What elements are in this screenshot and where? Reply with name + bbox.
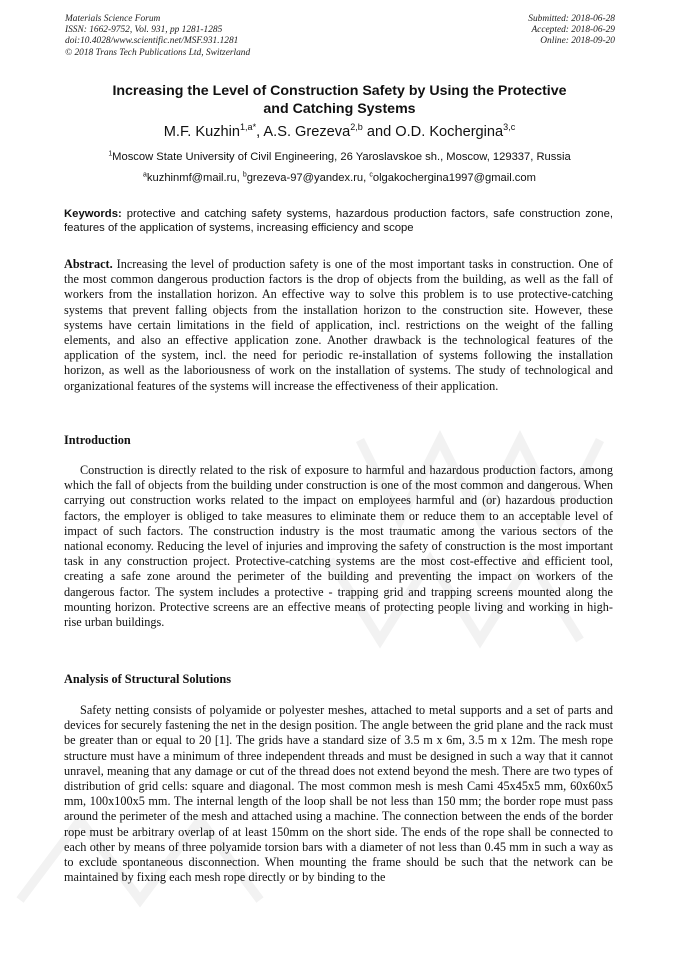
online-date: Online: 2018-09-20 [540,36,615,47]
submitted-date: Submitted: 2018-06-28 [528,14,615,24]
introduction-heading: Introduction [64,433,131,447]
introduction-paragraph: Construction is directly related to the risk of exposure to harmful and hazardous production factors, among which the fall of objects from the building under construction is one of the most common and dangerous. When carrying out construction works related to the impact on employees harmful and (or) hazardous production factors, the employer is obliged to take measures to eliminate them or reduce them to an acceptable level of impact of such factors. The construction industry is the most traumatic among the various sectors of the national economy. Reducing the level of injuries and improving the safety of construction is the most important task in any construction project. Protective-catching systems are the most cost-effective and efficient tool, creating a safe zone around the perimeter of the building and preventing the impact on workers of the dangerous factor. The system includes a protective - trapping grid and trapping screens mounted along the mounting horizon. Protective screens are an effective means of protecting people living and working in high-rise urban buildings. [64,463,613,630]
author-emails [64,171,615,185]
author-name: O.D. Kochergina [395,124,504,140]
accepted-date: Accepted: 2018-06-29 [531,25,615,36]
abstract-text: Increasing the level of production safety is one of the most important tasks in construction. One of the most common dangerous production factors is the drop of objects from the building, as well as the fall of workers from the installation horizon. An effective way to solve this problem is to use protective-catching systems that prevent falling objects from the installation horizon to the construction site. However, these systems have certain limitations in the field of application, incl. restrictions on the weight of the falling elements, and also an effective application zone. Another drawback is the technological features of the application of the system, incl. the need for periodic re-installation of systems following the installation horizon, as well as the laboriousness of work on the installation of systems. The study of technological and organizational features of the systems will increase the effectiveness of their application. [64,257,614,393]
author-name: M.F. Kuzhin [163,124,240,140]
publication-info [65,14,250,59]
author-name: A.S. Grezeva [263,124,351,140]
issn-line: ISSN: 1662-9752, Vol. 931, pp 1281-1285 [65,25,223,36]
author-affiliation-mark: 1,a* [240,122,257,133]
copyright-line: © 2018 Trans Tech Publications Ltd, Switzerland [65,47,251,58]
author-separator: , [256,124,264,140]
email-mark: b [242,171,247,179]
affiliation-mark: 1 [108,150,113,158]
author-affiliation-mark: 2,b [350,122,363,133]
title-line-1: Increasing the Level of Construction Safety by Using the Protective [112,83,567,99]
affiliation-text: Moscow State University of Civil Engineering, 26 Yaroslavskoe sh., Moscow, 129337, Russia [112,151,571,163]
publication-dates [528,14,615,48]
paper-title [64,82,615,118]
email-mark: a [143,171,147,179]
email-mark: c [369,171,373,179]
author-separator: and [362,124,396,140]
journal-name: Materials Science Forum [65,14,161,24]
email-link[interactable]: kuzhinmf@mail.ru [146,172,237,184]
title-line-2: and Catching Systems [263,101,416,117]
email-separator: , [363,172,370,184]
keywords-label: Keywords: [64,208,122,220]
abstract-label: Abstract. [64,257,113,271]
email-separator: , [236,172,243,184]
keywords-block [64,207,613,235]
keywords-text: protective and catching safety systems, hazardous production factors, safe construction zone, features of the application of systems, increasing efficiency and scope [64,208,613,235]
analysis-paragraph: Safety netting consists of polyamide or polyester meshes, attached to metal supports and a set of parts and devices for securely fastening the net in the design position. The angle between the grid plane and the rack must be greater than or equal to 20 [1]. The grids have a standard size of 3.5 m x 6m, 3.5 m x 12m. The mesh rope structure must have a minimum of three independent threads and must be designed in such a way that it cannot unravel, meaning that any damage or cut of the thread does not extend beyond the mesh. There are two types of distribution of grid cells: square and diagonal. The most common mesh is mesh Cami 45x45x5 mm, 60x60x5 mm, 100x100x5 mm. The internal length of the loop shall be not less than 150 mm; the border rope must pass around the perimeter of the mesh and attached using a machine. The connection between the ends of the border rope must be arbitrary overlap of at least 150mm on the short side. The ends of the rope shall be connected to each other by means of three polyamide torsion bars with a diameter of not less than 0.45 mm in such a way as to exclude spontaneous disconnection. When mounting the frame should be such that the network can be maintained by fixing each mesh rope directly or by binding to the [64,703,613,885]
email-link[interactable]: olgakochergina1997@gmail.com [372,172,536,184]
author-list [64,123,615,141]
abstract-block [64,257,613,394]
author-affiliation-mark: 3,c [503,122,516,133]
analysis-heading: Analysis of Structural Solutions [64,672,232,686]
email-link[interactable]: grezeva-97@yandex.ru [246,172,364,184]
affiliation [64,150,615,164]
doi-line: doi:10.4028/www.scientific.net/MSF.931.1281 [65,36,239,47]
